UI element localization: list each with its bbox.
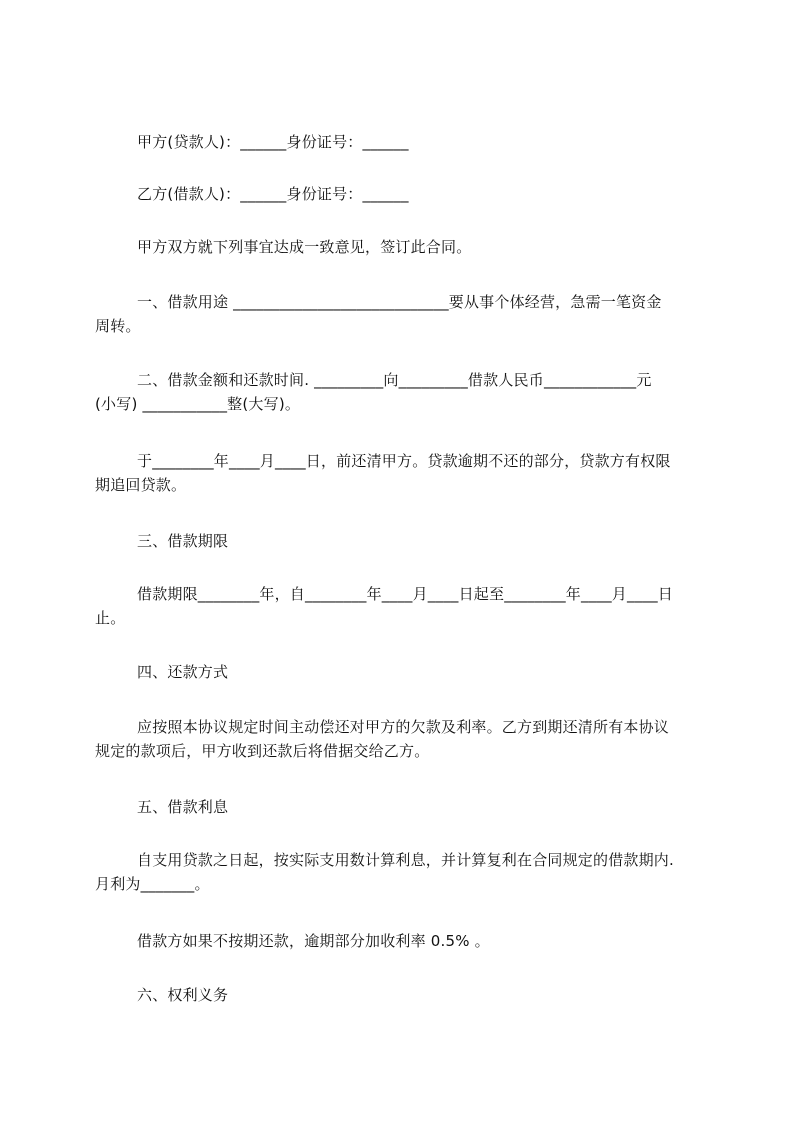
clause5-penalty: 借款方如果不按期还款，逾期部分加收利率 0.5% 。 (137, 932, 490, 950)
clause2-repay-line1: 于________年____月____日，前还清甲方。贷款逾期不还的部分，贷款方有权限 (137, 452, 671, 470)
clause1-line1: 一、借款用途 ____________________________要从事个体经营，急需一笔资金 (137, 293, 662, 311)
clause2-line1: 二、借款金额和还款时间. _________向_________借款人民币____________元 (137, 371, 652, 389)
clause1-line2: 周转。 (95, 317, 141, 335)
party-a-line: 甲方(贷款人)：______身份证号：______ (137, 133, 409, 151)
clause5-heading: 五、借款利息 (137, 798, 229, 816)
agreement-intro: 甲方双方就下列事宜达成一致意见，签订此合同。 (137, 238, 472, 256)
clause4-heading: 四、还款方式 (137, 663, 229, 681)
clause4-body-line1: 应按照本协议规定时间主动偿还对甲方的欠款及利率。乙方到期还清所有本协议 (137, 718, 670, 736)
party-b-line: 乙方(借款人)：______身份证号：______ (137, 185, 409, 203)
clause5-body-line1: 自支用贷款之日起，按实际支用数计算利息，并计算复利在合同规定的借款期内. (137, 851, 674, 869)
clause2-line2: (小写) ___________整(大写)。 (95, 395, 301, 413)
clause3-heading: 三、借款期限 (137, 532, 229, 550)
clause3-body-line2: 止。 (95, 609, 126, 627)
clause4-body-line2: 规定的款项后，甲方收到还款后将借据交给乙方。 (95, 742, 430, 760)
clause2-repay-line2: 期追回贷款。 (95, 476, 187, 494)
clause3-body-line1: 借款期限________年，自________年____月____日起至________年____月____日 (137, 585, 674, 603)
clause6-heading: 六、权利义务 (137, 986, 229, 1004)
clause5-body-line2: 月利为_______。 (95, 875, 210, 893)
